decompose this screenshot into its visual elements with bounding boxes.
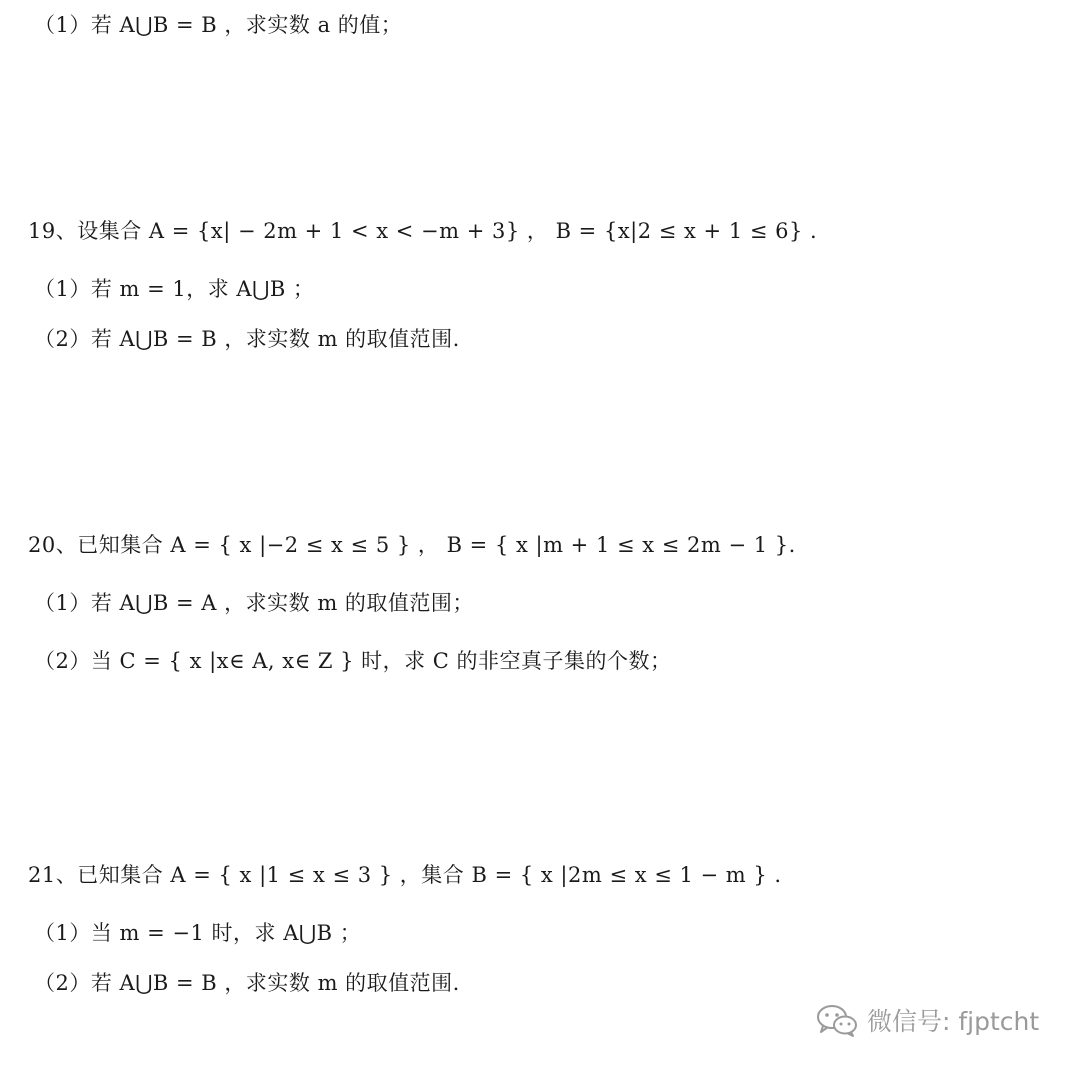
q21-part2: （2）若 A⋃B = B ，求实数 m 的取值范围. <box>34 971 460 995</box>
q20-part2: （2）当 C = { x |x∈ A, x∈ Z } 时，求 C 的非空真子集的个数； <box>34 649 672 673</box>
q21-stem: 21、已知集合 A = { x |1 ≤ x ≤ 3 } ，集合 B = { x |2m ≤ x ≤ 1 − m } . <box>28 863 782 887</box>
q19-part2: （2）若 A⋃B = B ，求实数 m 的取值范围. <box>34 327 460 351</box>
q19-stem: 19、设集合 A = {x| − 2m + 1 < x < −m + 3} ， B = {x|2 ≤ x + 1 ≤ 6} . <box>28 219 818 243</box>
wechat-icon <box>815 1002 859 1038</box>
wechat-watermark <box>815 1000 1039 1040</box>
q20-part1: （1）若 A⋃B = A ，求实数 m 的取值范围； <box>34 591 474 615</box>
watermark-text: 微信号: fjptcht <box>867 1007 1040 1036</box>
q19-part1: （1）若 m = 1，求 A⋃B ； <box>34 277 315 301</box>
q18-part1: （1）若 A⋃B = B ，求实数 a 的值； <box>34 13 403 37</box>
q21-part1: （1）当 m = −1 时，求 A⋃B ； <box>34 921 362 945</box>
q20-stem: 20、已知集合 A = { x |−2 ≤ x ≤ 5 } ， B = { x |m + 1 ≤ x ≤ 2m − 1 }. <box>28 533 796 557</box>
